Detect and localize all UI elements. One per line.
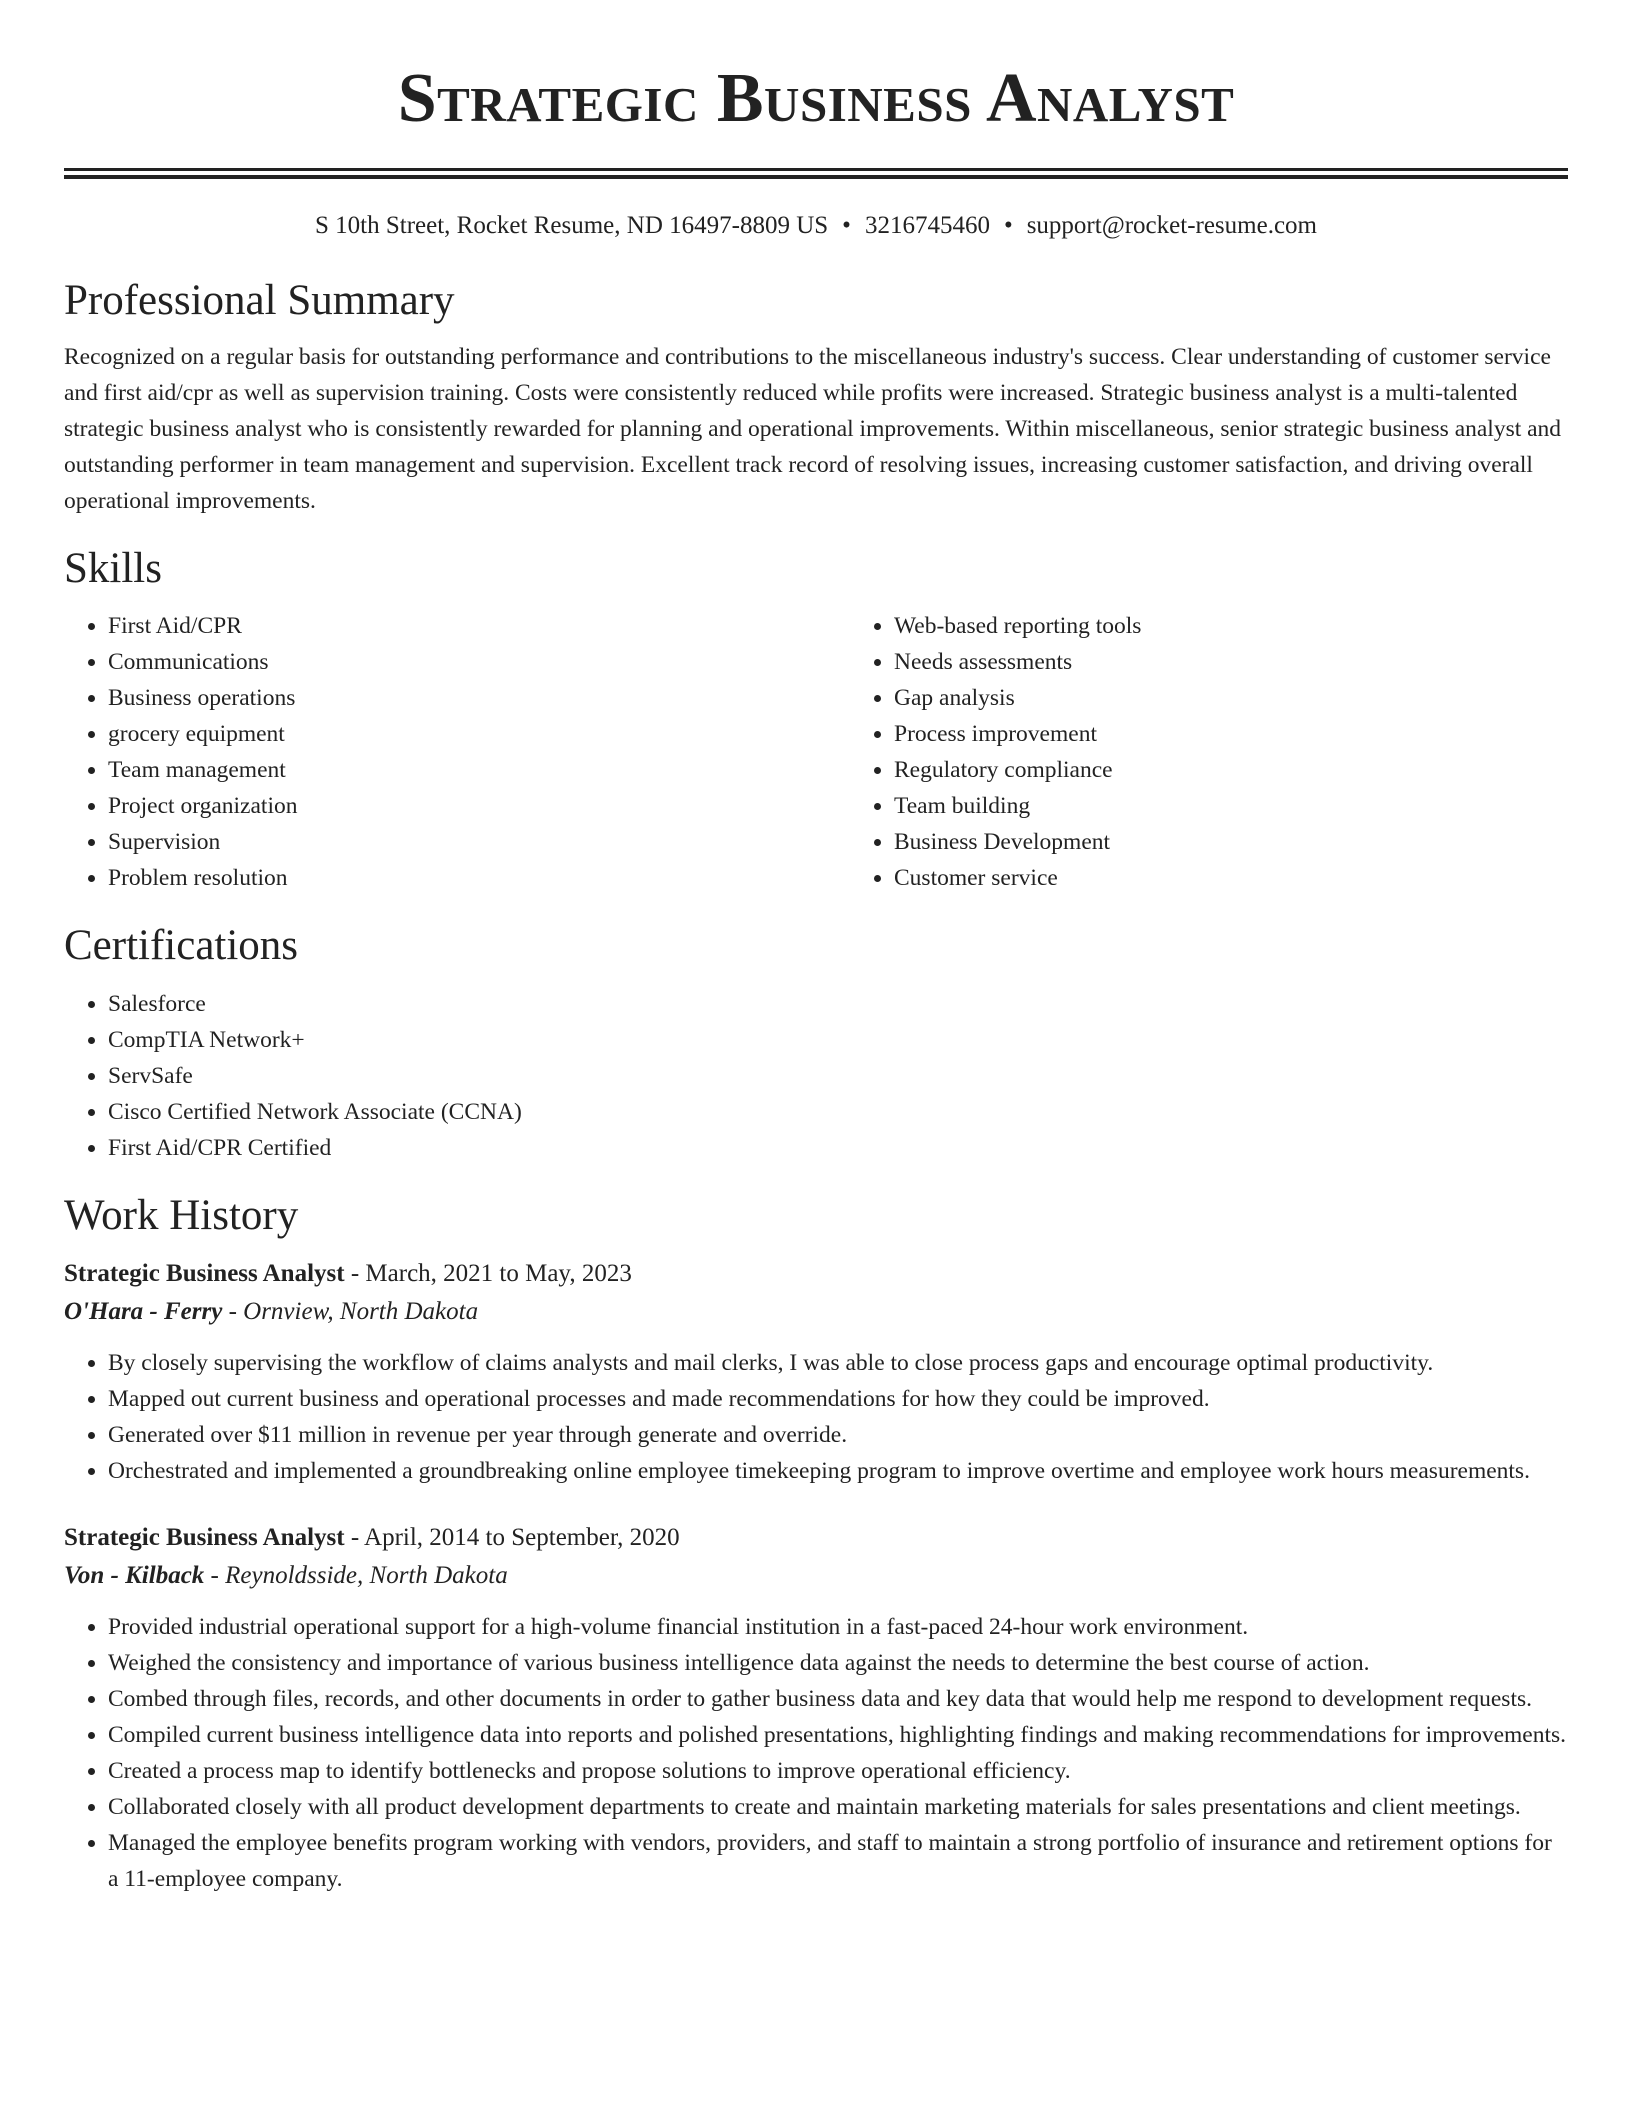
header-divider <box>64 168 1568 179</box>
skill-item: • Customer service <box>894 860 1141 896</box>
work-history-heading: Work History <box>64 1191 299 1239</box>
certifications-list <box>64 986 1568 1166</box>
skill-item: • Team management <box>108 752 850 788</box>
certification-item: • Cisco Certified Network Associate (CCNA) <box>108 1094 1568 1130</box>
contact-line <box>64 211 1568 241</box>
job-title-line <box>64 1519 1568 1557</box>
job-company: O'Hara - Ferry <box>64 1298 223 1326</box>
job-title: Strategic Business Analyst <box>64 1260 345 1288</box>
certifications-section <box>64 920 1568 1166</box>
job-location: - Reynoldsside, North Dakota <box>204 1562 508 1590</box>
job-bullet: • Provided industrial operational support for a high-volume financial institution in a fast-paced 24-hour work environment. <box>108 1609 1568 1645</box>
job-entry <box>64 1255 1568 1489</box>
job-entry <box>64 1519 1568 1897</box>
candidate-name: Strategic Business Analyst <box>397 60 1235 137</box>
skill-item: • Supervision <box>108 824 850 860</box>
skill-item: • Process improvement <box>894 716 1141 752</box>
skill-item: • Business Development <box>894 824 1141 860</box>
job-title-line <box>64 1255 1568 1293</box>
certification-item: • ServSafe <box>108 1058 1568 1094</box>
skill-item: • Problem resolution <box>108 860 850 896</box>
skill-item: • grocery equipment <box>108 716 850 752</box>
summary-section <box>64 275 1568 519</box>
job-bullets <box>64 1345 1568 1489</box>
job-company-line <box>64 1557 1568 1595</box>
skill-item: • First Aid/CPR <box>108 608 850 644</box>
job-company: Von - Kilback <box>64 1562 205 1590</box>
job-bullet: • Generated over $11 million in revenue per year through generate and override. <box>108 1417 1568 1453</box>
contact-phone: 3216745460 <box>864 212 990 239</box>
work-history-section <box>64 1190 1568 1898</box>
summary-heading: Professional Summary <box>64 277 455 324</box>
certification-item: • Salesforce <box>108 986 1568 1022</box>
job-bullets <box>64 1609 1568 1897</box>
contact-separator: • <box>1003 212 1013 239</box>
skill-item: • Project organization <box>108 788 850 824</box>
job-dates: - April, 2014 to September, 2020 <box>344 1524 680 1552</box>
skills-list-right <box>850 608 1141 896</box>
skill-item: • Regulatory compliance <box>894 752 1141 788</box>
job-bullet: • Weighed the consistency and importance of various business intelligence data against the needs to determine the best course of action. <box>108 1645 1568 1681</box>
certification-item: • CompTIA Network+ <box>108 1022 1568 1058</box>
skill-item: • Business operations <box>108 680 850 716</box>
skill-item: • Needs assessments <box>894 644 1141 680</box>
job-bullet: • Orchestrated and implemented a groundbreaking online employee timekeeping program to improve overtime and employee work hours measurements. <box>108 1453 1568 1489</box>
skills-heading: Skills <box>64 544 162 592</box>
job-dates: - March, 2021 to May, 2023 <box>344 1260 632 1288</box>
job-bullet: • Compiled current business intelligence data into reports and polished presentations, highlighting findings and making recommendations for improvements. <box>108 1717 1568 1753</box>
contact-email: support@rocket-resume.com <box>1026 212 1317 239</box>
job-bullet: • By closely supervising the workflow of claims analysts and mail clerks, I was able to close process gaps and encourage optimal productivity. <box>108 1345 1568 1381</box>
certification-item: • First Aid/CPR Certified <box>108 1130 1568 1166</box>
job-company-line <box>64 1293 1568 1331</box>
skills-columns <box>64 594 1568 896</box>
job-bullet: • Collaborated closely with all product development departments to create and maintain marketing materials for sales presentations and client meetings. <box>108 1789 1568 1825</box>
skill-item: • Gap analysis <box>894 680 1141 716</box>
skills-section <box>64 543 1568 897</box>
certifications-heading: Certifications <box>64 922 299 970</box>
skills-list-left <box>64 608 850 896</box>
job-bullet: • Mapped out current business and operational processes and made recommendations for how they could be improved. <box>108 1381 1568 1417</box>
job-bullet: • Created a process map to identify bottlenecks and propose solutions to improve operational efficiency. <box>108 1753 1568 1789</box>
skill-item: • Team building <box>894 788 1141 824</box>
skill-item: • Web-based reporting tools <box>894 608 1141 644</box>
job-location: - Ornview, North Dakota <box>222 1298 479 1326</box>
summary-text: Recognized on a regular basis for outstanding performance and contributions to the miscellaneous industry's success. Clear understanding of customer service and first aid/cpr as well as supervision training. Costs were consistently reduced while profits were increased. Strategic business analyst is a multi-talented strategic business analyst who is consistently rewarded for planning and operational improvements. Within miscellaneous, senior strategic business analyst and outstanding performer in team management and supervision. Excellent track record of resolving issues, increasing customer satisfaction, and driving overall operational improvements. <box>64 343 1562 514</box>
contact-separator: • <box>842 212 851 239</box>
job-title: Strategic Business Analyst <box>64 1524 345 1552</box>
job-bullet: • Managed the employee benefits program working with vendors, providers, and staff to maintain a strong portfolio of insurance and retirement options for a 11-employee company. <box>108 1825 1568 1897</box>
contact-address: S 10th Street, Rocket Resume, ND 16497-8809 US <box>315 212 829 239</box>
skill-item: • Communications <box>108 644 850 680</box>
job-bullet: • Combed through files, records, and other documents in order to gather business data and key data that would help me respond to development requests. <box>108 1681 1568 1717</box>
